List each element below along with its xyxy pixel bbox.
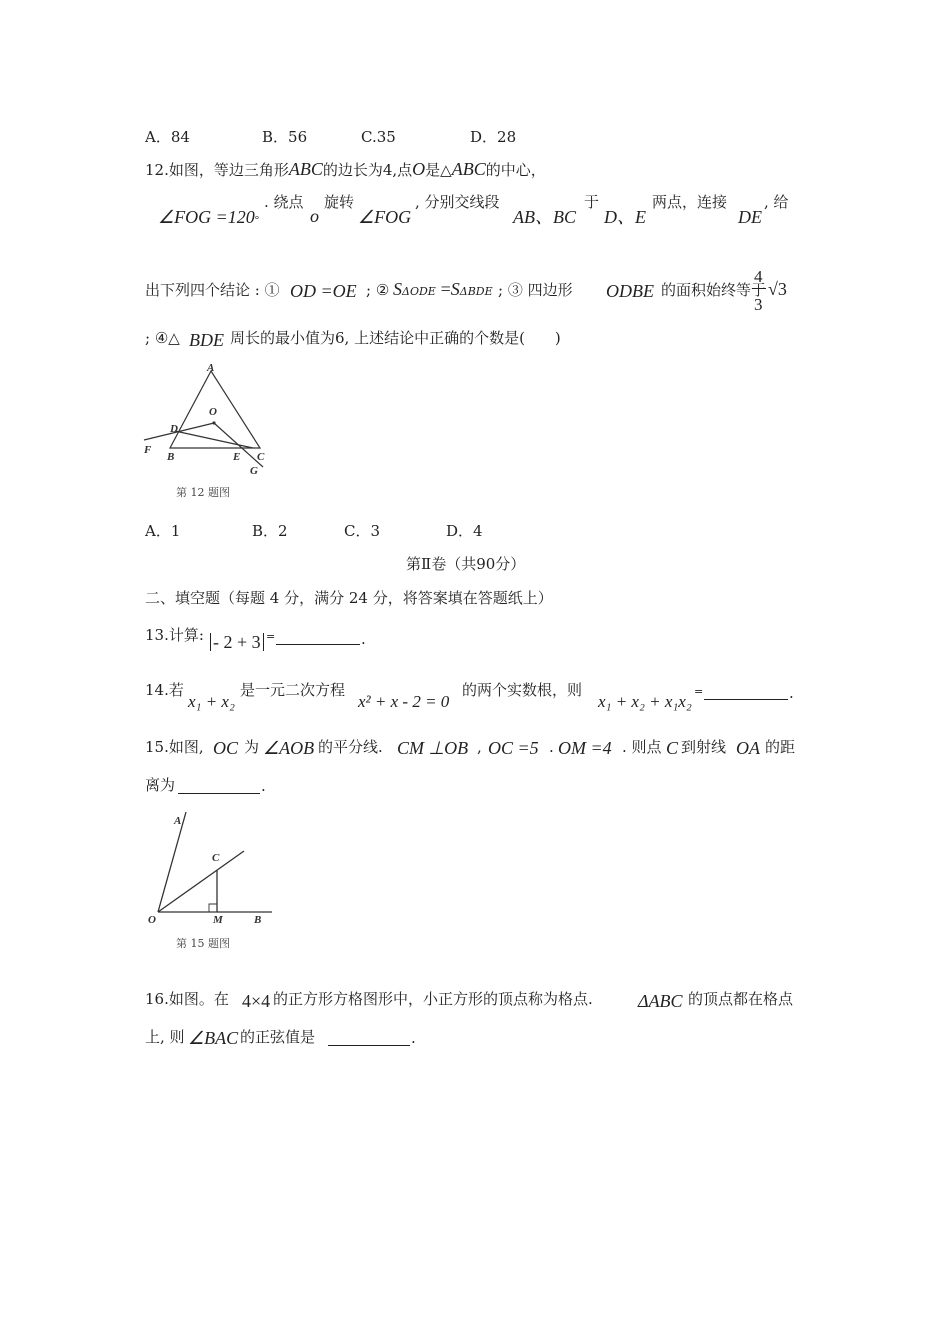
q16-tri: ΔABC	[638, 991, 683, 1011]
q13-abs-expr: - 2 + 3	[210, 633, 264, 651]
q12-o: O	[412, 159, 426, 179]
label-o: O	[148, 914, 156, 926]
label-o: O	[209, 406, 217, 418]
q15-dist: 的距	[765, 738, 796, 756]
q12-odbe: ODBE	[606, 281, 654, 301]
section2-heading: 二、填空题（每题 4 分，满分 24 分，将答案填在答题纸上）	[145, 589, 553, 607]
ray-oa	[158, 812, 186, 912]
q12-center: 的中心，	[485, 161, 546, 179]
q12-side: 的边长为4,点	[322, 161, 413, 179]
label-b: B	[254, 914, 262, 926]
q13-lead: 13.计算:	[145, 626, 204, 644]
label-a: A	[207, 362, 215, 374]
q16-lead: 16.如图。在	[145, 990, 229, 1008]
q12-abc: ABC	[288, 159, 323, 179]
q12-deg: °	[254, 214, 260, 226]
q12-s2: S	[450, 279, 460, 299]
q12-od-oe: OD =OE	[290, 281, 357, 301]
q16-end: .	[411, 1029, 416, 1047]
q12-bde: BDE	[189, 330, 224, 350]
q12-angle-fog	[158, 208, 259, 226]
q15-to-ray: 到射线	[681, 738, 727, 756]
q12-ab-bc: AB、BC	[513, 207, 576, 227]
q14-eq: =	[694, 685, 704, 698]
q14-end: .	[789, 684, 794, 702]
right-angle-mark	[209, 904, 217, 912]
label-m: M	[213, 914, 223, 926]
q12-angle-fog-text: ∠FOG =120	[158, 207, 255, 227]
q16-bac: ∠BAC	[188, 1028, 239, 1048]
q12-d-e: D、E	[604, 207, 646, 227]
q15-line2: 离为	[145, 776, 176, 794]
label-d: D	[170, 423, 178, 435]
part2-title: 第Ⅱ卷（共90分）	[406, 555, 526, 573]
q11-option-d: D．28	[470, 128, 517, 146]
q14-lead: 14.若	[145, 681, 184, 699]
q12-rotate: 旋转	[324, 193, 355, 211]
q12-c3: ; ③ 四边形	[498, 281, 573, 299]
segment-de	[175, 431, 253, 448]
q12-eq: =	[440, 279, 451, 299]
q12-de: DE	[738, 207, 762, 227]
q15-cm-ob: CM ⊥OB	[397, 738, 469, 758]
q13-eq: =	[266, 630, 276, 643]
q15-c: C	[666, 738, 679, 758]
q12-two-points: 两点，连接	[652, 193, 728, 211]
q12-intersect: , 分别交线段	[415, 193, 500, 211]
q15-om4: OM =4	[558, 738, 612, 758]
q12-figure	[140, 362, 280, 482]
q12-c3-tail: 的面积始终等于	[661, 281, 767, 299]
q12-angle-fog2: ∠FOG	[358, 207, 412, 227]
q12-o-small: o	[310, 206, 319, 226]
q16-grid: 4×4	[242, 991, 271, 1011]
q15-oc: OC	[213, 738, 239, 758]
q14-equation: x² + x - 2 = 0	[358, 692, 450, 711]
q13-end: .	[361, 630, 366, 648]
q15-comma: ,	[477, 738, 482, 756]
label-c: C	[257, 451, 265, 463]
q12-yu: 于	[584, 193, 600, 211]
label-a: A	[174, 815, 182, 827]
ray-oc	[158, 851, 244, 912]
q14-answer-blank[interactable]	[704, 698, 788, 700]
q15-end: .	[261, 777, 266, 795]
q12-lead: 12.如图，等边三角形	[145, 161, 289, 179]
label-e: E	[233, 451, 241, 463]
q12-c4-tail: 周长的最小值为6, 上述结论中正确的个数是( )	[230, 329, 561, 347]
q12-s1: S	[393, 279, 402, 299]
q12-is: 是△	[425, 161, 452, 179]
q12-concl-pre: 出下列四个结论 : ①	[145, 281, 280, 299]
q16-mid: 的正方形方格图形中，小正方形的顶点称为格点.	[273, 990, 593, 1008]
q15-then: . 则点	[622, 738, 662, 756]
q12-option-b: B．2	[252, 522, 288, 540]
q14-mid: 是一元二次方程	[240, 681, 346, 699]
q12-sqrt: √3	[768, 279, 787, 299]
q12-c4-pre: ; ④△	[145, 329, 180, 347]
label-c: C	[212, 852, 220, 864]
q14-tail: 的两个实数根，则	[462, 681, 583, 699]
q11-option-b: B．56	[262, 128, 308, 146]
q12-option-c: C．3	[344, 522, 381, 540]
q15-bisect: 为	[244, 738, 260, 756]
q15-figure	[140, 808, 280, 933]
q12-frac-bar	[752, 288, 766, 289]
q16-line2: 上, 则	[145, 1028, 185, 1046]
q11-option-c: C.35	[361, 128, 396, 146]
q13-answer-blank[interactable]	[276, 643, 360, 645]
q12-abc2: ABC	[451, 159, 486, 179]
q15-bisect2: 的平分线.	[318, 738, 383, 756]
q12-s1-sub: ΔODE	[402, 285, 436, 298]
q15-caption: 第 15 题图	[176, 937, 230, 950]
label-f: F	[144, 444, 152, 456]
q12-caption: 第 12 题图	[176, 486, 230, 499]
q14-expr: x₁ + x₂ + x₁x₂	[598, 692, 692, 711]
q12-give: , 给	[764, 193, 789, 211]
point-o	[212, 421, 215, 424]
q15-aob: ∠AOB	[263, 738, 315, 758]
q14-sum: x₁ + x₂	[188, 692, 235, 711]
q12-frac-den: 3	[754, 295, 763, 314]
q16-tail: 的顶点都在格点	[688, 990, 794, 1008]
q12-s-odE	[393, 280, 493, 298]
q12-sep2: ; ②	[366, 281, 390, 299]
q15-answer-blank[interactable]	[178, 792, 260, 794]
q16-answer-blank[interactable]	[328, 1044, 410, 1046]
q12-rotate-pre: . 绕点	[264, 193, 304, 211]
q12-line-1	[145, 160, 546, 178]
q15-oc5: OC =5	[488, 738, 539, 758]
q15-oa: OA	[736, 738, 760, 758]
q16-sine: 的正弦值是	[240, 1028, 316, 1046]
q12-frac-num: 4	[754, 267, 763, 286]
label-g: G	[250, 465, 258, 477]
q12-s2-sub: ΔBDE	[459, 285, 493, 298]
q12-option-d: D．4	[446, 522, 483, 540]
q15-lead: 15.如图,	[145, 738, 204, 756]
q11-option-a: A．84	[145, 128, 190, 146]
q12-option-a: A．1	[145, 522, 181, 540]
label-b: B	[167, 451, 175, 463]
q15-dot: .	[549, 738, 554, 756]
